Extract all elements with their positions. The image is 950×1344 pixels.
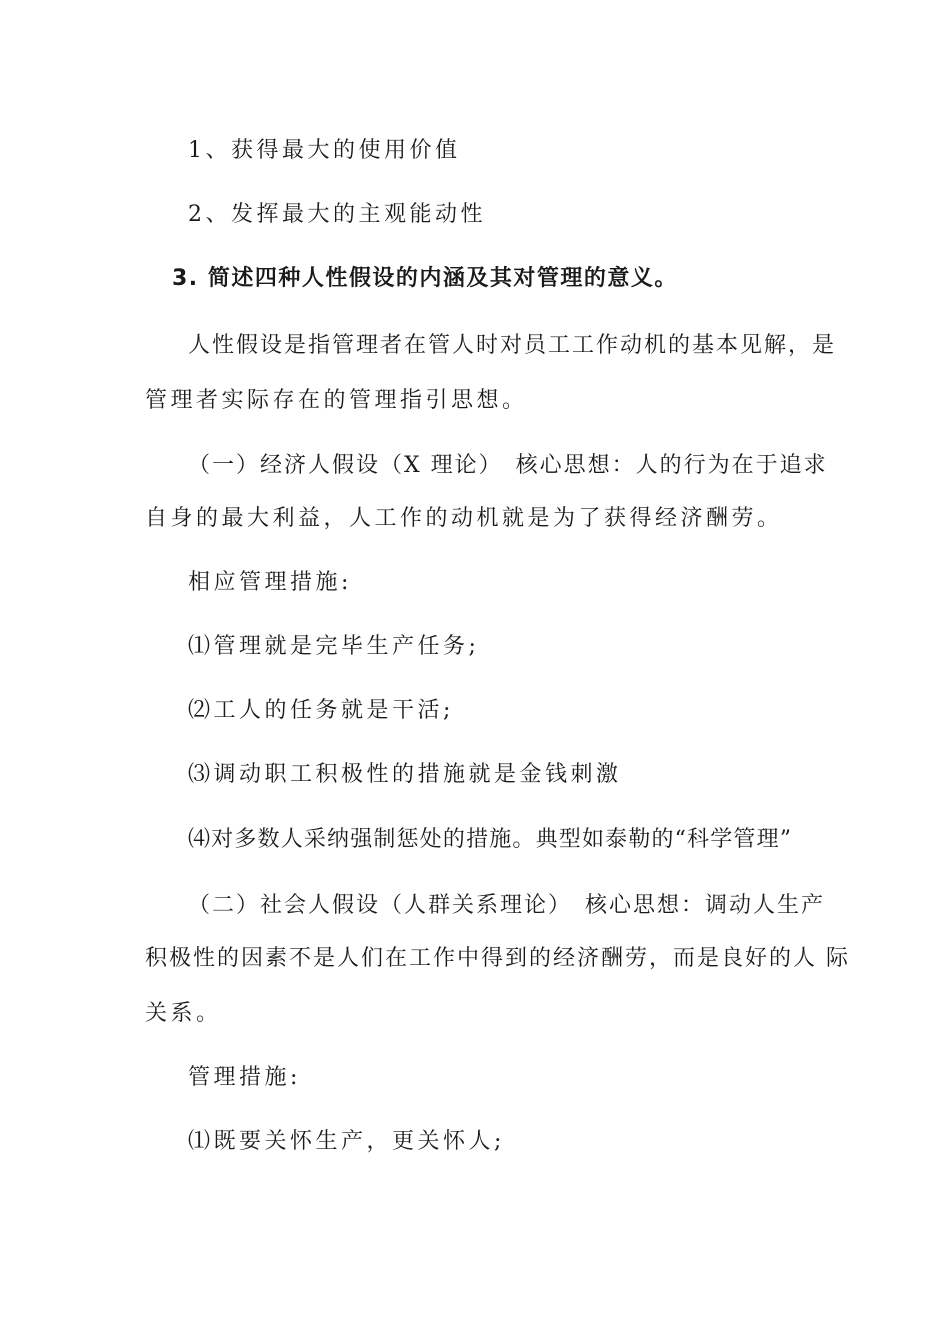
list-item: 1、获得最大的使用价值: [188, 138, 461, 163]
list-item: ⑴管理就是完毕生产任务;: [188, 634, 480, 659]
subheading: 相应管理措施:: [188, 570, 352, 595]
paragraph-line: 管理者实际存在的管理指引思想。: [145, 388, 528, 413]
list-item: ⑶调动职工积极性的措施就是金钱刺激: [188, 762, 622, 787]
section-heading: 3. 简述四种人性假设的内涵及其对管理的意义。: [172, 266, 678, 291]
list-item: ⑷对多数人采纳强制惩处的措施。典型如泰勒的“科学管理”: [188, 827, 792, 852]
subheading: 管理措施:: [188, 1065, 301, 1090]
paragraph-line: 自身的最大利益，人工作的动机就是为了获得经济酬劳。: [145, 506, 783, 531]
list-item: ⑵工人的任务就是干活;: [188, 698, 454, 723]
paragraph-line: 关系。: [145, 1001, 222, 1026]
list-item: ⑴既要关怀生产，更关怀人;: [188, 1129, 505, 1154]
paragraph-line: （一）经济人假设（X 理论） 核心思想：人的行为在于追求: [188, 453, 828, 478]
paragraph-line: 人性假设是指管理者在管人时对员工工作动机的基本见解，是: [188, 333, 837, 358]
list-item: 2、发挥最大的主观能动性: [188, 202, 486, 227]
paragraph-line: 积极性的因素不是人们在工作中得到的经济酬劳，而是良好的人 际: [145, 946, 850, 971]
paragraph-line: （二）社会人假设（人群关系理论） 核心思想：调动人生产: [188, 893, 826, 918]
